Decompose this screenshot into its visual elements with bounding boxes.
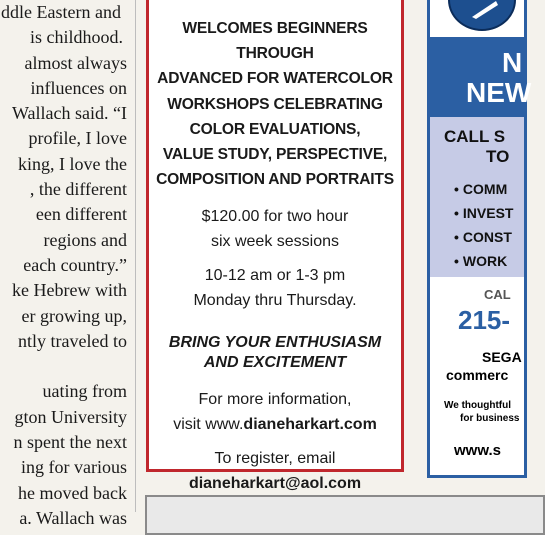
register-line: To register, email <box>214 450 336 468</box>
list-item: • CONST <box>454 225 513 249</box>
session-line: six week sessions <box>210 233 340 251</box>
call-heading: TO <box>486 147 510 166</box>
watercolor-workshop-ad <box>146 0 404 493</box>
ad-heading-line: VALUE STUDY, PERSPECTIVE, <box>162 146 388 164</box>
more-info <box>149 387 401 437</box>
article-line: ke Hebrew with <box>12 280 127 301</box>
website-line <box>149 412 401 437</box>
ad2-banner <box>430 37 532 117</box>
commercial-ad <box>427 0 532 478</box>
article-line: king, I love the <box>18 153 127 174</box>
banner-line: NEW <box>466 77 532 108</box>
article-line: er growing up, <box>21 305 127 326</box>
article-line: he moved back <box>18 482 127 503</box>
phone-number[interactable]: 215- <box>458 305 511 335</box>
ad-heading-line: COLOR EVALUATIONS, <box>189 120 361 138</box>
service-list <box>454 177 513 273</box>
ad-heading-line: WORKSHOPS CELEBRATING <box>167 95 383 113</box>
call-section <box>430 117 524 277</box>
more-info-line: For more information, <box>198 391 352 409</box>
swoosh-icon <box>470 0 500 19</box>
tagline-line: We thoughtful <box>444 400 512 411</box>
website-link[interactable]: dianeharkart.com <box>243 416 377 434</box>
article-line: uating from <box>42 381 127 402</box>
article-line: ddle Eastern and <box>1 2 121 22</box>
days-line: Monday thru Thursday. <box>193 292 357 310</box>
bottom-ad-box <box>145 495 545 535</box>
tagline-line: for business <box>460 413 520 424</box>
tagline <box>444 399 519 425</box>
ad-heading-line: WELCOMES BEGINNERS THROUGH <box>182 20 368 63</box>
article-line: a. Wallach was <box>19 507 127 528</box>
article-line: gton University <box>14 406 127 427</box>
article-line <box>0 354 127 379</box>
article-line: Wallach said. “I <box>12 103 127 124</box>
article-line: n spent the next <box>13 432 127 453</box>
company-subtitle: commerc <box>446 367 509 383</box>
column-divider <box>135 0 136 512</box>
website-link[interactable]: www.s <box>454 442 501 459</box>
email-link[interactable]: dianeharkart@aol.com <box>188 475 362 493</box>
article-line: is childhood. <box>30 27 123 48</box>
article-line: profile, I love <box>28 128 127 149</box>
article-line: een different <box>35 204 127 225</box>
website-prefix: visit www. <box>173 416 244 434</box>
enthusiasm-callout <box>149 333 401 372</box>
call-heading: CALL S <box>444 127 506 146</box>
banner-line: N <box>502 47 523 78</box>
enthusiasm-line: AND EXCITEMENT <box>203 353 347 371</box>
schedule-info <box>149 263 401 313</box>
article-line: regions and <box>43 229 127 250</box>
article-line: , the different <box>29 179 127 200</box>
article-line: ing for various <box>21 457 127 478</box>
price-line: $120.00 for two hour <box>201 208 349 226</box>
logo-band <box>430 0 524 37</box>
ad-heading-line: ADVANCED FOR WATERCOLOR <box>157 70 393 88</box>
call-label: CAL <box>484 287 511 302</box>
register-info <box>149 446 401 496</box>
article-line: influences on <box>30 77 127 98</box>
article-line: almost always <box>24 52 127 73</box>
ad-heading-line: COMPOSITION AND PORTRAITS <box>156 171 394 189</box>
time-line: 10-12 am or 1-3 pm <box>204 267 346 285</box>
article-line: each country.” <box>23 254 127 275</box>
list-item: • INVEST <box>454 201 513 225</box>
price-info <box>149 204 401 254</box>
article-column <box>0 0 131 528</box>
list-item: • COMM <box>454 177 513 201</box>
list-item: • WORK <box>454 249 513 273</box>
company-name: SEGA <box>482 349 522 365</box>
article-line: ntly traveled to <box>18 330 127 351</box>
enthusiasm-line: BRING YOUR ENTHUSIASM <box>168 334 382 352</box>
ad-heading <box>149 16 401 192</box>
